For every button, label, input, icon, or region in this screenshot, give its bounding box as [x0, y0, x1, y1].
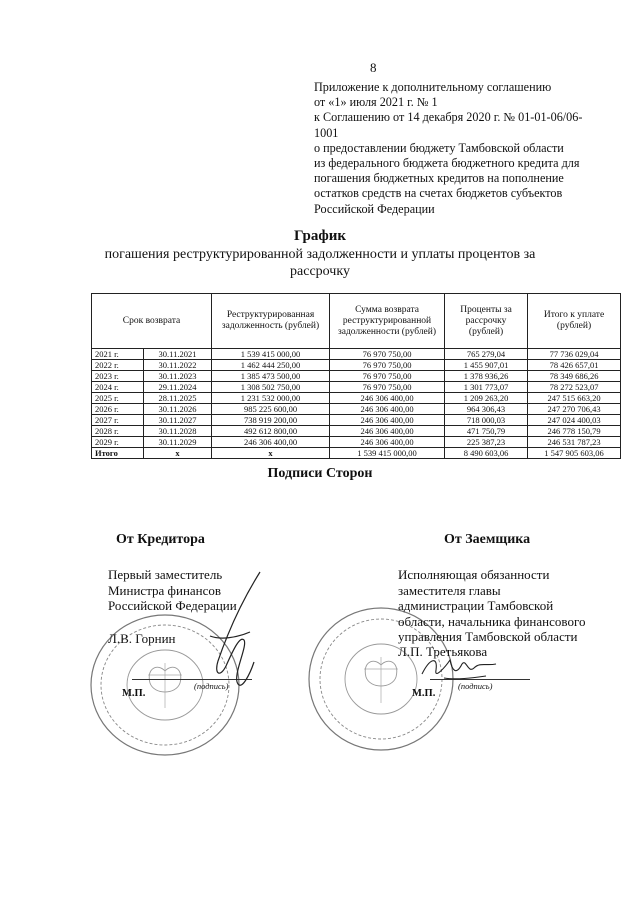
- creditor-stamp-mark: М.П.: [122, 688, 146, 699]
- creditor-position-line: Министра финансов: [108, 582, 222, 598]
- year-cell: 2023 г.: [92, 371, 144, 382]
- annex-line: о предоставлении бюджету Тамбовской области: [314, 140, 564, 155]
- table-row: [92, 349, 621, 360]
- debtor-stamp-mark: М.П.: [412, 688, 436, 699]
- date-cell: 30.11.2021: [144, 349, 212, 360]
- total-cell: 78 272 523,07: [528, 382, 621, 393]
- annex-line: из федерального бюджета бюджетного кредита для: [314, 156, 580, 171]
- debtor-position-line: управления Тамбовской области: [398, 629, 578, 644]
- interest-cell: 1 301 773,07: [445, 382, 528, 393]
- date-cell: 28.11.2025: [144, 393, 212, 404]
- repay-cell: 76 970 750,00: [330, 382, 445, 393]
- creditor-signer-name: Л.В. Горнин: [108, 631, 176, 646]
- total-debt-cell: х: [212, 448, 330, 459]
- creditor-position-line: Первый заместитель: [108, 567, 223, 582]
- date-cell: 30.11.2029: [144, 437, 212, 448]
- debt-cell: 1 308 502 750,00: [212, 382, 330, 393]
- date-cell: 30.11.2023: [144, 371, 212, 382]
- debt-cell: 1 462 444 250,00: [212, 360, 330, 371]
- creditor-position-line: Российской Федерации: [108, 598, 237, 613]
- total-cell: 78 349 686,26: [528, 371, 621, 382]
- date-cell: 30.11.2028: [144, 426, 212, 437]
- debt-cell: 246 306 400,00: [212, 437, 330, 448]
- table-row: [92, 437, 621, 448]
- interest-cell: 225 387,23: [445, 437, 528, 448]
- repay-cell: 246 306 400,00: [330, 426, 445, 437]
- debtor-position: [398, 567, 585, 645]
- total-label-cell: Итого: [92, 448, 144, 459]
- column-header: Срок возврата: [92, 294, 212, 349]
- creditor-signature-caption: (подпись): [194, 681, 229, 691]
- repayment-schedule-table: [91, 293, 621, 459]
- year-cell: 2022 г.: [92, 360, 144, 371]
- table-total-row: [92, 448, 621, 459]
- interest-cell: 964 306,43: [445, 404, 528, 415]
- repay-cell: 76 970 750,00: [330, 360, 445, 371]
- interest-cell: 765 279,04: [445, 349, 528, 360]
- total-cell: 78 426 657,01: [528, 360, 621, 371]
- repay-cell: 76 970 750,00: [330, 371, 445, 382]
- date-cell: 30.11.2026: [144, 404, 212, 415]
- schedule-title: График: [293, 228, 347, 244]
- debtor-position-line: Исполняющая обязанности: [398, 567, 550, 582]
- total-interest-cell: 8 490 603,06: [445, 448, 528, 459]
- debtor-heading: От Заемщика: [444, 532, 531, 547]
- date-cell: 29.11.2024: [144, 382, 212, 393]
- annex-header: [314, 80, 610, 217]
- creditor-handwritten-signature: [190, 566, 270, 701]
- table-row: [92, 404, 621, 415]
- interest-cell: 1 378 936,26: [445, 371, 528, 382]
- total-cell: 246 531 787,23: [528, 437, 621, 448]
- annex-line: остатков средств на счетах бюджетов субъектов: [314, 186, 563, 201]
- annex-line: к Соглашению от 14 декабря 2020 г. № 01-01-06/06-: [314, 110, 583, 125]
- table-row: [92, 371, 621, 382]
- annex-line: Российской Федерации: [314, 201, 435, 216]
- debtor-position-line: администрации Тамбовской: [398, 598, 554, 613]
- year-cell: 2028 г.: [92, 426, 144, 437]
- repay-cell: 76 970 750,00: [330, 349, 445, 360]
- total-sum-cell: 1 547 905 603,06: [528, 448, 621, 459]
- debtor-signer-name: Л.П. Третьякова: [398, 644, 488, 659]
- repay-cell: 246 306 400,00: [330, 437, 445, 448]
- date-cell: 30.11.2022: [144, 360, 212, 371]
- debt-cell: 1 539 415 000,00: [212, 349, 330, 360]
- interest-cell: 718 000,03: [445, 415, 528, 426]
- table-header-row: [92, 294, 621, 349]
- interest-cell: 1 455 907,01: [445, 360, 528, 371]
- year-cell: 2026 г.: [92, 404, 144, 415]
- table-row: [92, 393, 621, 404]
- total-cell: 77 736 029,04: [528, 349, 621, 360]
- debt-cell: 738 919 200,00: [212, 415, 330, 426]
- debt-cell: 1 385 473 500,00: [212, 371, 330, 382]
- total-cell: 247 024 400,03: [528, 415, 621, 426]
- debtor-position-line: области, начальника финансового: [398, 613, 586, 629]
- debtor-position-line: заместителя главы: [398, 582, 501, 598]
- interest-cell: 1 209 263,20: [445, 393, 528, 404]
- year-cell: 2029 г.: [92, 437, 144, 448]
- repay-cell: 246 306 400,00: [330, 404, 445, 415]
- debtor-handwritten-signature: [416, 650, 506, 690]
- annex-line: погашения бюджетных кредитов на пополнение: [314, 171, 564, 186]
- column-header: Сумма возврата реструктурированной задолженности (рублей): [330, 294, 445, 349]
- column-header: Реструктурированная задолженность (рублей): [212, 294, 330, 349]
- year-cell: 2027 г.: [92, 415, 144, 426]
- annex-line: Приложение к дополнительному соглашению: [314, 80, 552, 94]
- schedule-subtitle-line: погашения реструктурированной задолженности и уплаты процентов за: [104, 247, 536, 262]
- column-header: Проценты за рассрочку (рублей): [445, 294, 528, 349]
- year-cell: 2025 г.: [92, 393, 144, 404]
- total-repay-cell: 1 539 415 000,00: [330, 448, 445, 459]
- total-cell: 247 515 663,20: [528, 393, 621, 404]
- debtor-signature-caption: (подпись): [458, 681, 493, 691]
- year-cell: 2021 г.: [92, 349, 144, 360]
- page-number: 8: [370, 60, 377, 75]
- total-date-cell: х: [144, 448, 212, 459]
- interest-cell: 471 750,79: [445, 426, 528, 437]
- repay-cell: 246 306 400,00: [330, 393, 445, 404]
- table-row: [92, 426, 621, 437]
- table-row: [92, 382, 621, 393]
- schedule-subtitle-line: рассрочку: [290, 264, 350, 279]
- column-header: Итого к уплате (рублей): [528, 294, 621, 349]
- debt-cell: 1 231 532 000,00: [212, 393, 330, 404]
- signatures-title: Подписи Сторон: [267, 466, 373, 481]
- annex-line: 1001: [314, 125, 339, 140]
- table-row: [92, 415, 621, 426]
- repay-cell: 246 306 400,00: [330, 415, 445, 426]
- total-cell: 247 270 706,43: [528, 404, 621, 415]
- creditor-heading: От Кредитора: [116, 532, 205, 547]
- schedule-subtitle: [40, 246, 600, 280]
- annex-line: от «1» июля 2021 г. № 1: [314, 95, 438, 110]
- date-cell: 30.11.2027: [144, 415, 212, 426]
- total-cell: 246 778 150,79: [528, 426, 621, 437]
- year-cell: 2024 г.: [92, 382, 144, 393]
- debt-cell: 492 612 800,00: [212, 426, 330, 437]
- debt-cell: 985 225 600,00: [212, 404, 330, 415]
- table-row: [92, 360, 621, 371]
